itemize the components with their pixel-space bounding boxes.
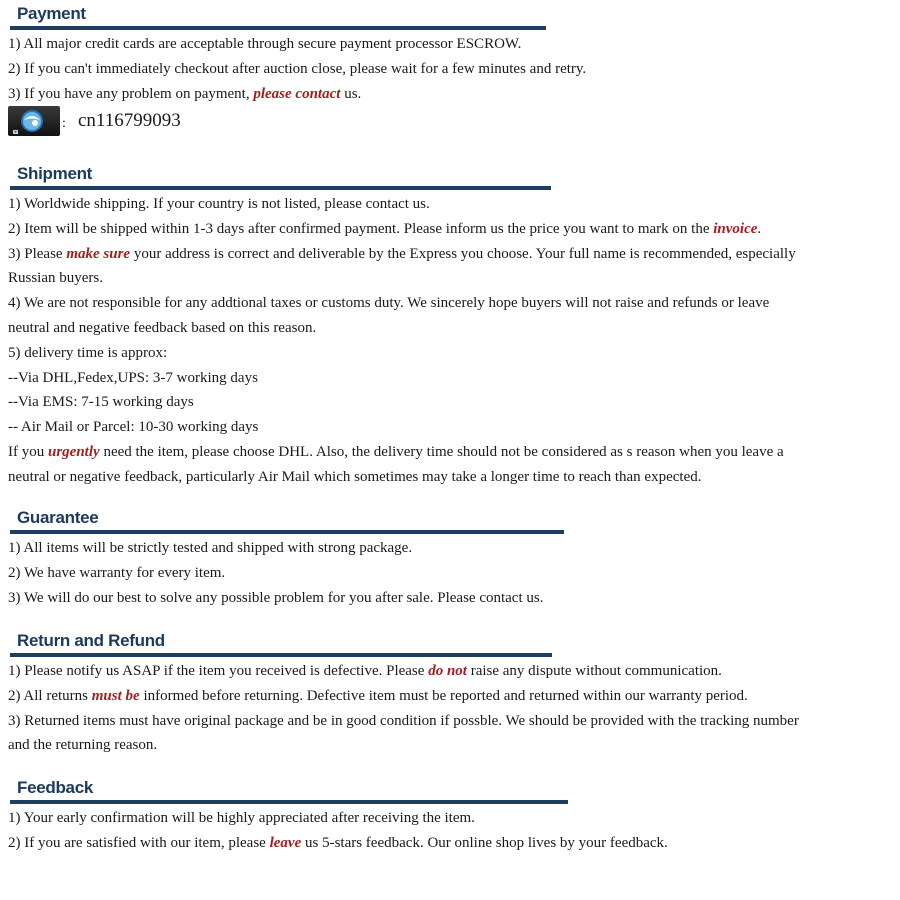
feedback-section — [0, 776, 900, 856]
payment-heading-row — [0, 2, 900, 32]
text-line — [8, 316, 900, 341]
text-line — [8, 217, 900, 242]
guarantee-lines — [0, 536, 900, 610]
text-line — [8, 341, 900, 366]
text-line — [8, 32, 900, 57]
text-run: 1) Your early confirmation will be highly appreciated after receiving the item. — [8, 810, 475, 826]
text-run: 1) All items will be strictly tested and shipped with strong package. — [8, 540, 413, 556]
guarantee-section — [0, 506, 900, 610]
text-line — [8, 709, 900, 734]
text-line — [8, 536, 900, 561]
text-run: 2) If you can't immediately checkout after auction close, please wait for a few minutes and retry. — [8, 60, 587, 77]
guarantee-rule — [10, 530, 564, 534]
text-line — [8, 684, 900, 709]
text-run: 5) delivery time is approx: — [8, 344, 168, 361]
text-run: 3) If you have any problem on payment, — [8, 85, 254, 102]
text-run: and the returning reason. — [8, 737, 158, 754]
text-line — [8, 440, 900, 465]
text-run: --Via DHL,Fedex,UPS: 3-7 working days — [8, 369, 258, 386]
text-line — [8, 733, 900, 758]
text-line — [8, 390, 900, 415]
text-line — [8, 659, 900, 684]
payment-contact-row — [0, 106, 900, 142]
text-run: 1) Worldwide shipping. If your country is not listed, please contact us. — [8, 196, 430, 212]
text-line — [8, 366, 900, 391]
shipment-lines — [0, 192, 900, 490]
text-run: us 5-stars feedback. Our online shop lives by your feedback. — [301, 834, 668, 851]
emphasis-text: invoice — [713, 220, 758, 237]
feedback-rule — [10, 800, 568, 804]
payment-lines — [0, 32, 900, 106]
guarantee-heading-row — [0, 506, 900, 536]
text-run: informed before returning. Defective item must be reported and returned within our warranty period. — [139, 687, 748, 704]
payment-rule — [10, 26, 546, 30]
text-run: us. — [340, 85, 362, 102]
return-refund-heading: Return and Refund — [17, 631, 165, 650]
text-run: raise any dispute without communication. — [466, 663, 722, 679]
text-run: your address is correct and deliverable by the Express you choose. Your full name is recommended, especially — [130, 245, 796, 262]
text-line — [8, 57, 900, 82]
text-line — [8, 831, 900, 856]
text-run: 1) Please notify us ASAP if the item you received is defective. Please — [8, 663, 429, 679]
shipment-rule — [10, 186, 551, 190]
text-run: need the item, please choose DHL. Also, the delivery time should not be considered as s reason when you leave a — [99, 443, 784, 460]
return-refund-section — [0, 629, 900, 758]
return-refund-lines — [0, 659, 900, 758]
contact-separator: : — [62, 116, 66, 132]
feedback-lines — [0, 806, 900, 856]
payment-section — [0, 2, 900, 142]
text-run: neutral or negative feedback, particularly Air Mail which sometimes may take a longer time to reach than expected. — [8, 468, 702, 485]
return-refund-heading-row — [0, 629, 900, 659]
text-run: 2) We have warranty for every item. — [8, 564, 226, 581]
text-line — [8, 465, 900, 490]
text-line — [8, 266, 900, 291]
text-run: 3) Returned items must have original package and be in good condition if possble. We should be provided with the tracking number — [8, 712, 799, 729]
payment-heading: Payment — [17, 4, 86, 23]
text-run: If you — [8, 443, 48, 460]
emphasis-text: please contact — [253, 85, 341, 102]
text-run: 3) Please — [8, 245, 67, 262]
contact-id: cn116799093 — [78, 110, 181, 132]
text-run: neutral and negative feedback based on this reason. — [8, 319, 317, 336]
text-run: 3) We will do our best to solve any possible problem for you after sale. Please contact us. — [8, 589, 544, 606]
text-line — [8, 242, 900, 267]
messenger-icon[interactable] — [8, 106, 60, 136]
shipment-heading-row — [0, 162, 900, 192]
guarantee-heading: Guarantee — [17, 508, 99, 527]
text-run: 2) Item will be shipped within 1-3 days after confirmed payment. Please inform us the price you want to mark on the — [8, 220, 714, 237]
text-run: 2) All returns — [8, 687, 92, 704]
emphasis-text: do not — [428, 663, 467, 679]
return-refund-rule — [10, 653, 552, 657]
text-line — [8, 561, 900, 586]
feedback-heading: Feedback — [17, 778, 94, 797]
text-run: . — [757, 220, 762, 237]
text-line — [8, 806, 900, 831]
emphasis-text: must be — [91, 687, 140, 704]
text-line — [8, 192, 900, 217]
text-run: --Via EMS: 7-15 working days — [8, 394, 194, 411]
text-run: -- Air Mail or Parcel: 10-30 working days — [8, 419, 259, 436]
shipment-section — [0, 162, 900, 490]
text-run: Russian buyers. — [8, 270, 103, 287]
emphasis-text: leave — [269, 834, 302, 851]
feedback-heading-row — [0, 776, 900, 806]
text-run: 4) We are not responsible for any addtional taxes or customs duty. We sincerely hope buyers will not raise and refunds or leave — [8, 295, 770, 312]
shipment-heading: Shipment — [17, 164, 93, 183]
text-line — [8, 291, 900, 316]
text-line — [8, 82, 900, 107]
text-line — [8, 586, 900, 611]
text-line — [8, 415, 900, 440]
emphasis-text: urgently — [48, 443, 100, 460]
text-run: 2) If you are satisfied with our item, please — [8, 834, 270, 851]
text-run: 1) All major credit cards are acceptable through secure payment processor ESCROW. — [8, 36, 522, 52]
emphasis-text: make sure — [66, 245, 131, 262]
